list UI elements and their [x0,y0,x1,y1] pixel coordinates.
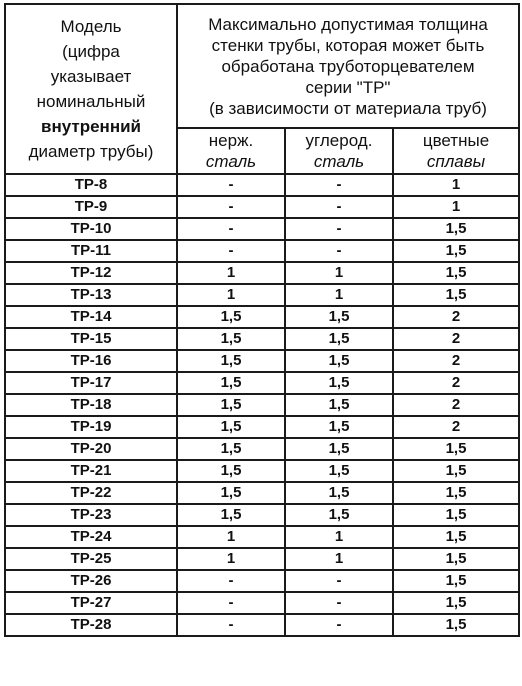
carbon-value-cell: 1,5 [285,306,393,328]
carbon-value-cell: 1 [285,284,393,306]
wall-thickness-table [4,3,520,637]
model-cell: TP-23 [5,504,177,526]
carbon-steel-column-header [285,128,393,174]
table-row [5,614,519,636]
carbon-value-cell: - [285,240,393,262]
stainless-value-cell: - [177,174,285,196]
model-cell: TP-16 [5,350,177,372]
table-row [5,262,519,284]
model-cell: TP-24 [5,526,177,548]
stainless-header-line: сталь [205,152,257,171]
model-cell: TP-14 [5,306,177,328]
stainless-value-cell: 1 [177,284,285,306]
stainless-value-cell: - [177,614,285,636]
stainless-value-cell: - [177,240,285,262]
group-header-line: обработана труботорцевателем [221,56,475,76]
stainless-value-cell: 1,5 [177,416,285,438]
stainless-value-cell: 1 [177,526,285,548]
nonferrous-header-line: сплавы [426,152,486,171]
model-cell: TP-18 [5,394,177,416]
model-header-line: внутренний [41,117,141,136]
table-row [5,416,519,438]
model-header-line: (цифра [62,42,120,61]
carbon-value-cell: 1,5 [285,416,393,438]
carbon-value-cell: 1,5 [285,372,393,394]
stainless-value-cell: 1 [177,548,285,570]
table-row [5,526,519,548]
model-column-header [5,4,177,174]
stainless-value-cell: - [177,570,285,592]
table-row [5,328,519,350]
stainless-header-line: нерж. [208,131,254,150]
model-cell: TP-20 [5,438,177,460]
stainless-value-cell: - [177,592,285,614]
nonferrous-value-cell: 2 [393,394,519,416]
group-header-line: стенки трубы, которая может быть [211,35,485,55]
nonferrous-value-cell: 2 [393,372,519,394]
nonferrous-value-cell: 1,5 [393,438,519,460]
model-cell: TP-12 [5,262,177,284]
group-header-line: Максимально допустимая толщина [208,14,488,34]
nonferrous-value-cell: 1,5 [393,284,519,306]
carbon-value-cell: - [285,218,393,240]
nonferrous-value-cell: 2 [393,350,519,372]
model-cell: TP-26 [5,570,177,592]
stainless-value-cell: 1,5 [177,460,285,482]
carbon-value-cell: 1 [285,548,393,570]
nonferrous-value-cell: 2 [393,328,519,350]
nonferrous-value-cell: 1,5 [393,460,519,482]
table-body [5,174,519,636]
carbon-value-cell: 1,5 [285,482,393,504]
thickness-group-header [177,4,519,128]
nonferrous-value-cell: 1,5 [393,504,519,526]
nonferrous-value-cell: 1,5 [393,548,519,570]
table-row [5,504,519,526]
table-row [5,548,519,570]
carbon-value-cell: - [285,592,393,614]
table-row [5,284,519,306]
carbon-value-cell: - [285,196,393,218]
model-header-line: диаметр трубы) [28,142,154,161]
model-cell: TP-19 [5,416,177,438]
table-row [5,460,519,482]
model-cell: TP-28 [5,614,177,636]
carbon-value-cell: 1,5 [285,504,393,526]
nonferrous-value-cell: 1,5 [393,218,519,240]
stainless-value-cell: - [177,218,285,240]
stainless-value-cell: 1,5 [177,306,285,328]
carbon-value-cell: 1,5 [285,328,393,350]
group-header-line: серии "TP" [305,77,391,97]
nonferrous-value-cell: 1,5 [393,570,519,592]
carbon-value-cell: 1,5 [285,350,393,372]
table-row [5,240,519,262]
model-cell: TP-11 [5,240,177,262]
stainless-value-cell: 1,5 [177,394,285,416]
nonferrous-value-cell: 1,5 [393,262,519,284]
table-row [5,196,519,218]
table-row [5,592,519,614]
table-row [5,482,519,504]
stainless-steel-column-header [177,128,285,174]
nonferrous-alloys-column-header [393,128,519,174]
nonferrous-value-cell: 1 [393,196,519,218]
table-row [5,372,519,394]
model-cell: TP-13 [5,284,177,306]
stainless-value-cell: 1,5 [177,350,285,372]
carbon-header-line: сталь [313,152,365,171]
model-header-line: номинальный [36,92,146,111]
table-row [5,570,519,592]
carbon-value-cell: 1 [285,262,393,284]
carbon-header-line: углерод. [305,131,373,150]
table-row [5,218,519,240]
table-row [5,306,519,328]
model-cell: TP-9 [5,196,177,218]
stainless-value-cell: 1,5 [177,438,285,460]
nonferrous-value-cell: 1,5 [393,482,519,504]
nonferrous-value-cell: 1,5 [393,240,519,262]
model-header-line: указывает [50,67,132,86]
stainless-value-cell: 1,5 [177,504,285,526]
table-row [5,394,519,416]
stainless-value-cell: 1 [177,262,285,284]
stainless-value-cell: 1,5 [177,372,285,394]
nonferrous-value-cell: 2 [393,306,519,328]
nonferrous-value-cell: 1,5 [393,614,519,636]
model-cell: TP-21 [5,460,177,482]
carbon-value-cell: 1,5 [285,460,393,482]
nonferrous-value-cell: 1,5 [393,592,519,614]
group-header-line: (в зависимости от материала труб) [209,98,487,118]
carbon-value-cell: 1 [285,526,393,548]
nonferrous-header-line: цветные [422,131,490,150]
carbon-value-cell: 1,5 [285,394,393,416]
carbon-value-cell: 1,5 [285,438,393,460]
nonferrous-value-cell: 1 [393,174,519,196]
table-row [5,438,519,460]
model-cell: TP-10 [5,218,177,240]
model-cell: TP-15 [5,328,177,350]
stainless-value-cell: 1,5 [177,328,285,350]
model-cell: TP-22 [5,482,177,504]
model-cell: TP-8 [5,174,177,196]
carbon-value-cell: - [285,174,393,196]
stainless-value-cell: 1,5 [177,482,285,504]
carbon-value-cell: - [285,614,393,636]
table-row [5,350,519,372]
model-cell: TP-25 [5,548,177,570]
table-row [5,174,519,196]
nonferrous-value-cell: 2 [393,416,519,438]
carbon-value-cell: - [285,570,393,592]
model-cell: TP-27 [5,592,177,614]
nonferrous-value-cell: 1,5 [393,526,519,548]
model-header-line: Модель [60,17,122,36]
model-cell: TP-17 [5,372,177,394]
stainless-value-cell: - [177,196,285,218]
